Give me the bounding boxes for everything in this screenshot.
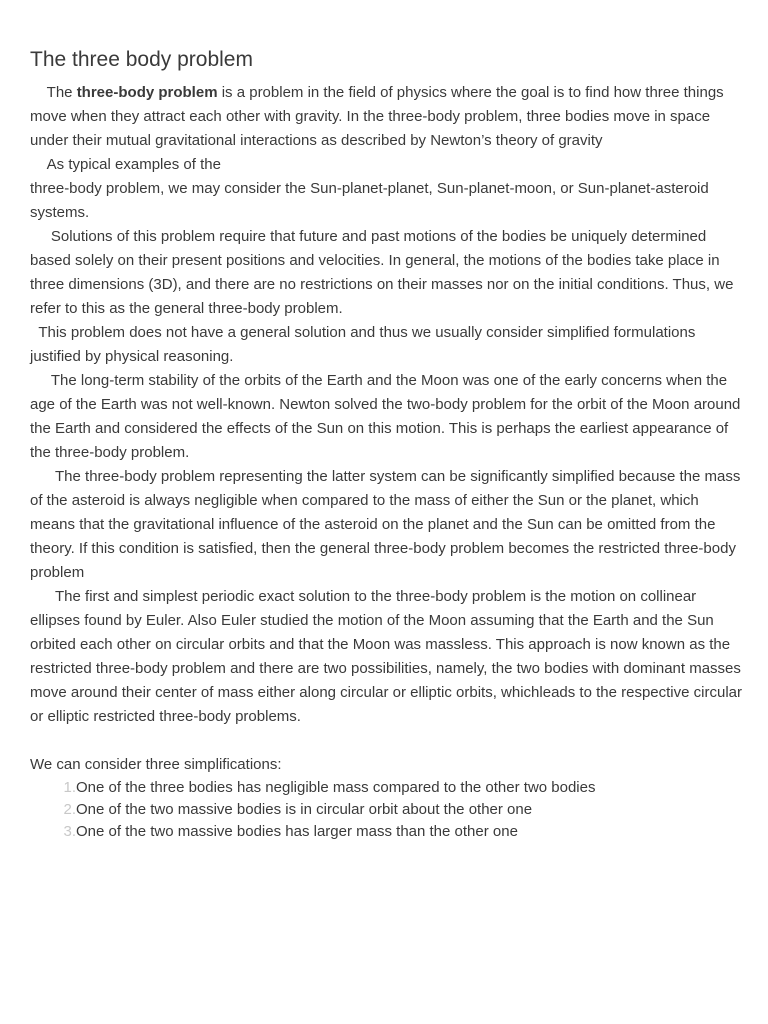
list-item xyxy=(30,799,742,821)
paragraph-1 xyxy=(30,81,742,153)
bold-term: three-body problem xyxy=(76,84,218,101)
paragraph-5: The long-term stability of the orbits of the Earth and the Moon was one of the early concerns when the age of the Earth was not well-known. Newton solved the two-body problem for the orbit of the Moon around the Earth and considered the effects of the Sun on this motion. This is perhaps the earliest appearance of the three-body problem. xyxy=(30,372,745,461)
list-number: 2. xyxy=(63,801,76,818)
list-number: 3. xyxy=(63,823,76,840)
paragraph-2-line-1: As typical examples of the xyxy=(30,156,221,173)
list-intro: We can consider three simplifications: xyxy=(30,756,282,773)
list-item-text: One of the two massive bodies has larger mass than the other one xyxy=(76,823,518,840)
paragraph-7: The first and simplest periodic exact solution to the three-body problem is the motion on collinear ellipses found by Euler. Also Euler studied the motion of the Moon assuming that the Earth and the Sun orbited each other on circular orbits and that the Moon was massless. This approach is now known as the restricted three-body problem and there are two possibilities, namely, the two bodies with dominant masses move around their center of mass either along circular or elliptic orbits, whichleads to the respective circular or elliptic restricted three-body problems. xyxy=(30,588,747,725)
list-item xyxy=(30,777,742,799)
paragraph-1-lead: The xyxy=(30,84,77,101)
document-body xyxy=(30,46,747,843)
simplifications-list xyxy=(30,777,742,843)
list-item-text: One of the three bodies has negligible mass compared to the other two bodies xyxy=(76,779,596,796)
paragraph-2-line-2: three-body problem, we may consider the Sun-planet-planet, Sun-planet-moon, or Sun-planet-asteroid systems. xyxy=(30,180,713,221)
list-item xyxy=(30,821,742,843)
paragraph-6: The three-body problem representing the latter system can be significantly simplified because the mass of the asteroid is always negligible when compared to the mass of either the Sun or the planet, which means that the gravitational influence of the asteroid on the planet and the Sun can be omitted from the theory. If this condition is satisfied, then the general three-body problem becomes the restricted three-body problem xyxy=(30,468,745,581)
list-item-text: One of the two massive bodies is in circular orbit about the other one xyxy=(76,801,533,818)
list-number: 1. xyxy=(63,779,76,796)
page-title: The three body problem xyxy=(30,48,253,71)
blank-line xyxy=(30,729,742,753)
paragraph-3: Solutions of this problem require that future and past motions of the bodies be uniquely determined based solely on their present positions and velocities. In general, the motions of the bodies take place in three dimensions (3D), and there are no restrictions on their masses nor on the initial conditions. Thus, we refer to this as the general three-body problem. xyxy=(30,228,738,317)
paragraph-4: This problem does not have a general solution and thus we usually consider simplified formulations justified by physical reasoning. xyxy=(30,324,700,365)
paragraph-1-rest: is a problem in the field of physics where the goal is to find how three things move when they attract each other with gravity. In the three-body problem, three bodies move in space under their mutual gravitational interactions as described by Newton’s theory of gravity xyxy=(30,84,728,149)
